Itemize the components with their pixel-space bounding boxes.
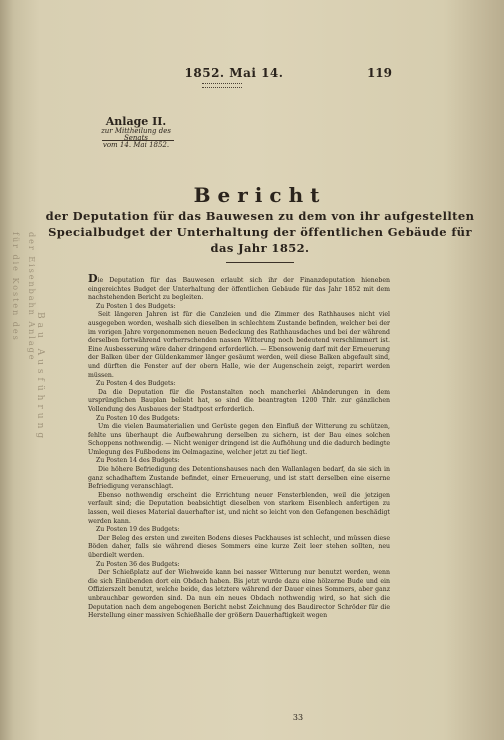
title-line-3: das Jahr 1852. (210, 241, 310, 255)
bleed-through-text-1: für die Kosten des (11, 232, 20, 342)
bleed-through-text-2: der Eisenbahn Anlage (27, 232, 36, 362)
section-heading-posten-10: Zu Posten 10 des Budgets: (96, 414, 180, 422)
drop-cap: D (88, 272, 98, 285)
signature-number: 33 (292, 713, 304, 722)
section-heading-posten-4: Zu Posten 4 des Budgets: (96, 380, 176, 388)
section-heading-posten-1: Zu Posten 1 des Budgets: (96, 302, 176, 310)
anlage-rule (102, 140, 174, 141)
header-date: 1852. Mai 14. (184, 66, 284, 80)
paragraph-intro (88, 272, 390, 303)
header-ornament (202, 83, 242, 88)
paragraph-intro-text: ie Deputation für das Bauwesen erlaubt sich ihr der Finanzdeputation hieneben eingereichtes Budget der Unterhaltung der öffentlichen Gebäude für das Jahr 1852 mit dem nachstehenden Bericht zu begleiten. (88, 277, 390, 302)
title-line-2: Specialbudget der Unterhaltung der öffentlichen Gebäude für (48, 225, 472, 239)
paragraph-posten-14-b: Ebenso nothwendig erscheint die Errichtung neuer Fensterblenden, weil die jetzigen verfault sind; die Deputation beabsichtigt dieselben von starkem Eisenblech anfertigen zu lassen, weil dieses Material dauerhafter ist, und nicht so leicht von den Gefangenen beschädigt werden kann. (88, 491, 390, 525)
section-heading-posten-19: Zu Posten 19 des Budgets: (96, 526, 180, 534)
anlage-line-2: vom 14. Mai 1852. (102, 141, 170, 150)
paragraph-posten-1: Seit längeren Jahren ist für die Canzleien und die Zimmer des Rathhauses nicht viel ausgegeben worden, weshalb sich dieselben in schlechtem Zustande befinden, welcher bei der im vorigen Jahre vorgenommenen neuen Bedeckung des Rathhausdaches und bei der während derselben fortwährend vorherrschenden nassen Witterung noch bedeutend verschlimmert ist. Eine Ausbesserung wäre daher dringend erforderlich. — Ebensowenig darf mit der Erneuerung der Balken über der Güldenkammer länger gesäumt werden, weil diese Balken abgefault sind, und dürften die Fenster auf der obern Halle, wie der Augenschein zeigt, reparirt werden müssen. (88, 311, 390, 379)
report-body (88, 272, 390, 621)
anlage-title: Anlage II. (105, 115, 167, 128)
document-title: Bericht (193, 183, 327, 207)
bleed-through-text-3: Bau Ausführung (35, 312, 45, 443)
section-heading-posten-36: Zu Posten 36 des Budgets: (96, 560, 180, 568)
title-line-1: der Deputation für das Bauwesen zu dem von ihr aufgestellten (45, 209, 475, 223)
page-number: 119 (366, 66, 392, 80)
paragraph-posten-10: Um die vielen Baumaterialien und Gerüste gegen den Einfluß der Witterung zu schützen, fehlte uns überhaupt die Aufbewahrung derselben zu sichern, ist der Bau eines solchen Schoppens nothwendig. — Nicht weniger dringend ist die Aufhöhung und die dadurch bedingte Umlegung des Fußbodens im Oelmagazine, welcher jetzt zu tief liegt. (88, 423, 390, 456)
paragraph-posten-4: Da die Deputation für die Postanstalten noch mancherlei Abänderungen in dem ursprünglichen Bauplan beliebt hat, so sind die beantragten 1200 Thlr. zur gänzlichen Vollendung des Ausbaues der Stadtpost erforderlich. (88, 388, 390, 413)
paragraph-posten-19: Der Beleg des ersten und zweiten Bodens dieses Packhauses ist schlecht, und müssen diese Böden daher, falls sie während dieses Sommers eine kurze Zeit leer stehen sollten, neu überdielt werden. (88, 534, 390, 559)
section-heading-posten-14: Zu Posten 14 des Budgets: (96, 457, 180, 465)
paragraph-posten-14-a: Die höhere Befriedigung des Detentionshauses nach den Wallanlagen bedarf, da sie sich in ganz schadhaftem Zustande befindet, einer Erneuerung, und ist statt derselben eine eiserne Befriedigung veranschlagt. (88, 466, 390, 491)
paragraph-posten-36: Der Schießplatz auf der Wiehweide kann bei nasser Witterung nur benutzt werden, wenn die sich Einübenden dort ein Obdach haben. Bis jetzt wurde dazu eine hölzerne Bude und ein Offizierszelt benutzt, welche beide, das letztere während der Dauer eines Sommers, aber ganz unbrauchbar geworden sind. Da nun ein neues Obdach nothwendig wird, so hat sich die Deputation nach dem angebogenen Bericht nebst Zeichnung des Baudirector Schröder für die Herstellung einer massiven Schießhalle der größern Dauerhaftigkeit wegen (88, 569, 390, 620)
document-page (40, 0, 480, 740)
title-rule (226, 262, 294, 263)
anlage-line-1: zur Mittheilung des Senats (101, 126, 171, 142)
anlage-block (88, 116, 184, 150)
